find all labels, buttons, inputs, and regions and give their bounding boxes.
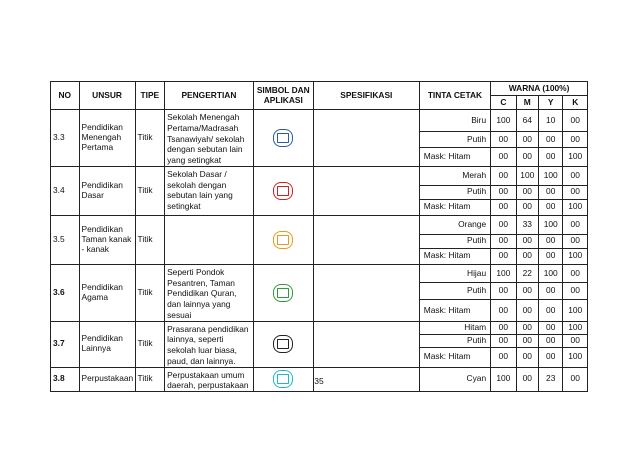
cmyk-m-value: 33 <box>516 215 538 234</box>
header-y: Y <box>538 96 562 110</box>
row-simbol <box>253 166 313 215</box>
cmyk-m-value: 00 <box>516 234 538 248</box>
cmyk-y-value: 00 <box>538 132 562 148</box>
cmyk-m-value: 00 <box>516 367 538 392</box>
header-unsur: UNSUR <box>79 82 135 110</box>
cmyk-y-value: 100 <box>538 215 562 234</box>
header-pengertian: PENGERTIAN <box>165 82 254 110</box>
row-no: 3.3 <box>51 110 80 167</box>
cmyk-c-value: 00 <box>491 347 516 367</box>
row-tipe: Titik <box>135 215 165 264</box>
row-spesifikasi <box>313 110 419 167</box>
book-symbol-icon <box>273 182 293 200</box>
row-unsur: Pendidikan Taman kanak - kanak <box>79 215 135 264</box>
cmyk-c-value: 00 <box>491 300 516 321</box>
row-pengertian: Prasarana pendidikan lainnya, seperti sekolah luar biasa, paud, dan lainnya. <box>165 321 254 367</box>
cmyk-m-value: 00 <box>516 300 538 321</box>
cmyk-k-value: 00 <box>563 110 588 132</box>
cmyk-m-value: 00 <box>516 283 538 300</box>
row-pengertian: Perpustakaan umum daerah, perpustakaan <box>165 367 254 392</box>
header-spesifikasi: SPESIFIKASI <box>313 82 419 110</box>
cmyk-k-value: 00 <box>563 215 588 234</box>
table-row <box>51 166 588 185</box>
row-no: 3.4 <box>51 166 80 215</box>
header-c: C <box>491 96 516 110</box>
cmyk-k-value: 00 <box>563 334 588 347</box>
cmyk-k-value: 00 <box>563 283 588 300</box>
ink-name: Merah <box>419 166 490 185</box>
row-pengertian: Sekolah Dasar / sekolah dengan sebutan lain yang setingkat <box>165 166 254 215</box>
cmyk-k-value: 100 <box>563 300 588 321</box>
cmyk-m-value: 00 <box>516 334 538 347</box>
cmyk-y-value: 23 <box>538 367 562 392</box>
cmyk-y-value: 00 <box>538 334 562 347</box>
cmyk-m-value: 00 <box>516 132 538 148</box>
cmyk-y-value: 00 <box>538 321 562 334</box>
cmyk-k-value: 100 <box>563 248 588 264</box>
cmyk-k-value: 100 <box>563 199 588 215</box>
cmyk-k-value: 100 <box>563 148 588 167</box>
cmyk-y-value: 100 <box>538 166 562 185</box>
cmyk-c-value: 100 <box>491 110 516 132</box>
ink-name: Putih <box>419 234 490 248</box>
cmyk-y-value: 00 <box>538 185 562 199</box>
ink-name: Mask: Hitam <box>419 300 490 321</box>
row-no: 3.6 <box>51 264 80 321</box>
cmyk-c-value: 00 <box>491 148 516 167</box>
row-pengertian: Sekolah Menengah Pertama/Madrasah Tsanawiyah/ sekolah dengan sebutan lain yang setingkat <box>165 110 254 167</box>
header-no: NO <box>51 82 80 110</box>
row-simbol <box>253 321 313 367</box>
cmyk-c-value: 00 <box>491 185 516 199</box>
book-symbol-icon <box>273 284 293 302</box>
cmyk-k-value: 00 <box>563 367 588 392</box>
header-tinta-cetak: TINTA CETAK <box>419 82 490 110</box>
cmyk-c-value: 00 <box>491 321 516 334</box>
cmyk-y-value: 00 <box>538 347 562 367</box>
row-unsur: Perpustakaan <box>79 367 135 392</box>
row-tipe: Titik <box>135 367 165 392</box>
cmyk-k-value: 00 <box>563 185 588 199</box>
cmyk-c-value: 00 <box>491 199 516 215</box>
cmyk-c-value: 00 <box>491 248 516 264</box>
cmyk-y-value: 10 <box>538 110 562 132</box>
ink-name: Mask: Hitam <box>419 248 490 264</box>
header-m: M <box>516 96 538 110</box>
cmyk-y-value: 00 <box>538 234 562 248</box>
ink-name: Orange <box>419 215 490 234</box>
ink-name: Hitam <box>419 321 490 334</box>
header-tipe: TIPE <box>135 82 165 110</box>
cmyk-m-value: 00 <box>516 185 538 199</box>
table-row <box>51 264 588 282</box>
row-unsur: Pendidikan Menengah Pertama <box>79 110 135 167</box>
table-row <box>51 321 588 334</box>
row-tipe: Titik <box>135 166 165 215</box>
table-row <box>51 110 588 132</box>
cmyk-m-value: 00 <box>516 321 538 334</box>
cmyk-c-value: 00 <box>491 334 516 347</box>
cmyk-m-value: 64 <box>516 110 538 132</box>
row-tipe: Titik <box>135 321 165 367</box>
cmyk-c-value: 00 <box>491 234 516 248</box>
cmyk-m-value: 00 <box>516 148 538 167</box>
row-spesifikasi <box>313 321 419 367</box>
ink-name: Hijau <box>419 264 490 282</box>
header-k: K <box>563 96 588 110</box>
cmyk-c-value: 100 <box>491 367 516 392</box>
row-spesifikasi <box>313 166 419 215</box>
ink-name: Putih <box>419 334 490 347</box>
cmyk-m-value: 00 <box>516 248 538 264</box>
cmyk-m-value: 00 <box>516 347 538 367</box>
ink-name: Biru <box>419 110 490 132</box>
ink-name: Mask: Hitam <box>419 148 490 167</box>
cmyk-c-value: 100 <box>491 264 516 282</box>
cmyk-c-value: 00 <box>491 166 516 185</box>
row-unsur: Pendidikan Lainnya <box>79 321 135 367</box>
cmyk-c-value: 00 <box>491 215 516 234</box>
row-pengertian: Seperti Pondok Pesantren, Taman Pendidikan Quran, dan lainnya yang sesuai <box>165 264 254 321</box>
row-simbol <box>253 110 313 167</box>
ink-name: Mask: Hitam <box>419 199 490 215</box>
row-no: 3.8 <box>51 367 80 392</box>
cmyk-y-value: 00 <box>538 148 562 167</box>
cmyk-k-value: 00 <box>563 264 588 282</box>
ink-name: Putih <box>419 132 490 148</box>
cmyk-k-value: 100 <box>563 321 588 334</box>
row-tipe: Titik <box>135 110 165 167</box>
cmyk-y-value: 00 <box>538 300 562 321</box>
row-spesifikasi <box>313 215 419 264</box>
header-warna: WARNA (100%) <box>491 82 588 96</box>
ink-name: Putih <box>419 283 490 300</box>
row-spesifikasi <box>313 264 419 321</box>
book-symbol-icon <box>273 231 293 249</box>
cmyk-y-value: 00 <box>538 248 562 264</box>
book-symbol-icon <box>273 335 293 353</box>
cmyk-m-value: 100 <box>516 166 538 185</box>
specification-table <box>50 81 588 392</box>
row-tipe: Titik <box>135 264 165 321</box>
cmyk-k-value: 00 <box>563 234 588 248</box>
cmyk-y-value: 00 <box>538 283 562 300</box>
cmyk-y-value: 100 <box>538 264 562 282</box>
table-row <box>51 215 588 234</box>
row-unsur: Pendidikan Dasar <box>79 166 135 215</box>
row-simbol <box>253 215 313 264</box>
row-no: 3.7 <box>51 321 80 367</box>
cmyk-m-value: 22 <box>516 264 538 282</box>
row-pengertian <box>165 215 254 264</box>
cmyk-k-value: 00 <box>563 166 588 185</box>
ink-name: Cyan <box>419 367 490 392</box>
book-symbol-icon <box>273 129 293 147</box>
cmyk-y-value: 00 <box>538 199 562 215</box>
cmyk-c-value: 00 <box>491 283 516 300</box>
ink-name: Mask: Hitam <box>419 347 490 367</box>
cmyk-k-value: 100 <box>563 347 588 367</box>
row-simbol <box>253 264 313 321</box>
ink-name: Putih <box>419 185 490 199</box>
header-simbol: SIMBOL DAN APLIKASI <box>253 82 313 110</box>
cmyk-m-value: 00 <box>516 199 538 215</box>
cmyk-k-value: 00 <box>563 132 588 148</box>
row-no: 3.5 <box>51 215 80 264</box>
page-number: 35 <box>314 376 324 386</box>
row-unsur: Pendidikan Agama <box>79 264 135 321</box>
cmyk-c-value: 00 <box>491 132 516 148</box>
